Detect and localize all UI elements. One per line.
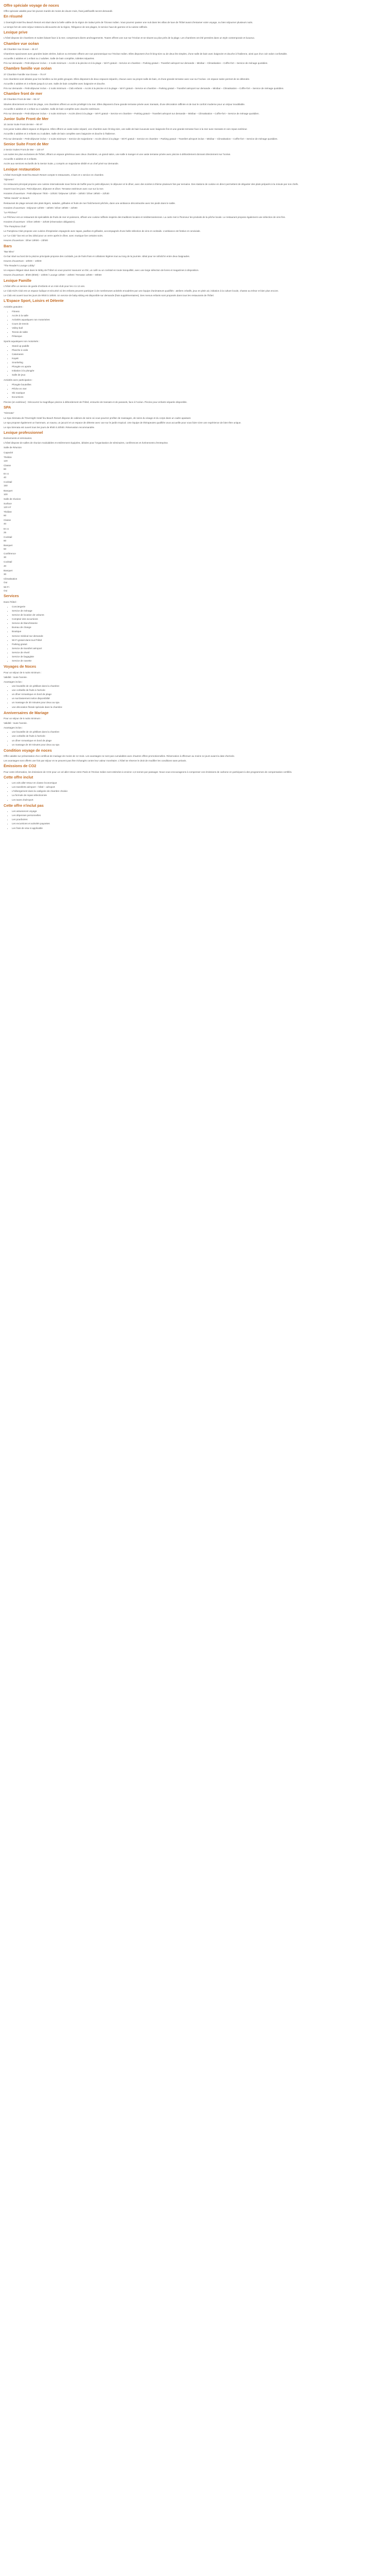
table-row xyxy=(4,497,387,501)
section-heading: Émissions de CO2 xyxy=(4,764,37,769)
list-item: • Les assurances voyage xyxy=(12,809,387,813)
list-item: • Tennis de table xyxy=(12,330,387,334)
list-item: • L'hébergement dans la catégorie de chambre choisie xyxy=(12,789,387,793)
list-item: • Parking gratuit xyxy=(12,642,387,646)
bullet-list xyxy=(4,781,387,802)
table-key: Banquet xyxy=(4,544,13,547)
section-heading: En résumé xyxy=(4,14,23,19)
paragraph: Accueille 4 adultes et 2 enfants. xyxy=(4,158,37,161)
paragraph: Offre valable sur présentation d'un certificat de mariage de moins de 12 mois. Les avantages ne sont pas cumulables avec d'autres offres promotionnelles. Réservation à effectuer au moins 14 jours avant la date d'arrivée. xyxy=(4,755,235,758)
table-key: Capacité xyxy=(4,451,13,454)
paragraph: Les avantages sont offerts une fois par séjour et ne peuvent pas être échangés contre leur valeur monétaire. L'hôtel se réserve le droit de modifier les conditions sans préavis. xyxy=(4,759,187,762)
table-row xyxy=(4,585,387,592)
list-item: • une corbeille de fruits à l'arrivée xyxy=(12,688,387,692)
paragraph: Événements et séminaires. xyxy=(4,437,32,440)
paragraph: Prix sur demande – Petit-déjeuner inclus – 2 nuits minimum – Accès direct à la plage – Wi-Fi gratuit – Service en chambre – Parking gratuit – Transfert aéroport sur demande – Minibar – Climatisation – Coffre-fort – Service de ménage quotidien. xyxy=(4,112,259,115)
list-item: • Bureau de change xyxy=(12,625,387,629)
table-row xyxy=(4,560,387,567)
table-value: 40 xyxy=(4,564,7,567)
paragraph: Ouvert tous les jours. Petit-déjeuner, déjeuner et dîner. Terrasse extérieure avec vue sur la mer. xyxy=(4,188,104,191)
table-row xyxy=(4,569,387,576)
list-item: • Les frais de visa si applicable xyxy=(12,826,387,830)
paragraph: Le Spa Sirenata de l'Overnight Hotel feu Beach Resort dispose de cabines de soins où vous pourrez profiter de massages, de soins du visage et du corps dans un cadre apaisant. xyxy=(4,416,191,419)
bullet-list xyxy=(4,730,387,746)
paragraph: Heures d'ouverture : Dîner 19h00 – 23h00 xyxy=(4,239,48,242)
table-row xyxy=(4,451,387,454)
list-item: • Conciergerie xyxy=(12,605,387,608)
section-heading: Voyages de Noces xyxy=(4,664,36,669)
paragraph: Validité : toute l'année. xyxy=(4,675,27,679)
section xyxy=(4,748,387,763)
bullet-list xyxy=(4,310,387,338)
list-item: • Service de transfert aéroport xyxy=(12,647,387,650)
list-item: • un dîner romantique en bord de plage xyxy=(12,692,387,696)
table-row xyxy=(4,527,387,534)
paragraph: 48 Chambre Vue Ocean – 45 m² xyxy=(4,47,38,50)
section-heading: Lexique Famille xyxy=(4,278,31,283)
section xyxy=(4,167,387,243)
list-item: • Les pourboires xyxy=(12,818,387,821)
list-item: • Service de navette xyxy=(12,659,387,663)
list-item: • un surclassement selon disponibilité xyxy=(12,697,387,700)
table-row xyxy=(4,502,387,509)
list-item: • un massage de 30 minutes pour deux au spa xyxy=(12,743,387,747)
section xyxy=(4,66,387,90)
section xyxy=(4,764,387,773)
table-value: 50 xyxy=(4,548,7,551)
section-heading: Chambre front de mer xyxy=(4,91,43,96)
section xyxy=(4,298,387,404)
paragraph: Prix sur demande – Petit-déjeuner inclus – 2 nuits minimum – Service de majordome – Accès direct à la plage – Wi-Fi gratuit – Service en chambre – Parking gratuit – Transfert aéroport inclus – Minibar – Climatisation – Coffre-fort – Service de ménage quotidien. xyxy=(4,137,278,140)
list-item: • La formule de repas sélectionnée xyxy=(12,793,387,797)
table-value: 100 xyxy=(4,493,8,496)
list-item: • un massage de 30 minutes pour deux au spa xyxy=(12,701,387,704)
table-row xyxy=(4,464,387,471)
table-key: Cocktail xyxy=(4,481,12,484)
paragraph: "White Hands" on Beach xyxy=(4,197,30,200)
section-heading: Chambre famille vue océan xyxy=(4,66,52,71)
paragraph: Prix sur demande – Petit-déjeuner inclus – 2 nuits minimum – Accès à la piscine et à la plage – Wi-Fi gratuit – Service en chambre – Parking gratuit – Transfert aéroport sur demande – Minibar – Climatisation – Coffre-fort – Service de ménage quotidien. xyxy=(4,62,268,65)
paragraph: Dans l'hôtel : xyxy=(4,600,18,603)
list-label: Sports aquatiques non motorisés : xyxy=(4,340,40,343)
list-item: • une décoration florale spéciale dans la chambre xyxy=(12,705,387,709)
paragraph: 10 Junior Suite Front de Mer – 90 m² xyxy=(4,123,43,126)
list-item: • Activités aquatiques non motorisées xyxy=(12,318,387,321)
table-key: En U xyxy=(4,472,9,476)
table-value: 40 xyxy=(4,476,7,479)
table-key: Classe xyxy=(4,464,11,467)
table-value: Oui xyxy=(4,581,8,584)
list-item: • une corbeille de fruits à l'arrivée xyxy=(12,734,387,738)
paragraph: Ce bar situé au bord de la piscine principale propose des cocktails, jus de fruits frais et collations légères tout au long de la journée. Idéal pour se rafraîchir entre deux baignades. xyxy=(4,255,190,258)
paragraph: Le temps fort de votre séjour restera la découverte de la région, l'élégance de ses plages, le service haut de gamme et la cuisine raffinée. xyxy=(4,25,148,28)
table-row xyxy=(4,544,387,551)
section xyxy=(4,664,387,708)
list-item: • Planche à voile xyxy=(12,348,387,352)
list-item: • une bouteille de vin pétillant dans la chambre xyxy=(12,684,387,688)
list-item: • Les transferts aéroport – hôtel – aéroport xyxy=(12,785,387,789)
list-item: • Salle de jeux xyxy=(12,373,387,377)
table-row xyxy=(4,510,387,517)
paragraph: Le "Le Club" bar est un lieu idéal pour un verre après le dîner, avec musique live certains soirs. xyxy=(4,234,103,238)
paragraph: L'hôtel Overnight Hotel feu Beach Resort compte 5 restaurants, 4 bars et 1 service en chambre. xyxy=(4,173,104,176)
list-item: • Stand up paddle xyxy=(12,344,387,348)
section xyxy=(4,30,387,40)
section xyxy=(4,594,387,663)
paragraph: 1 Overnight Hotel feu Beach Resort est situé dans la belle vallée de la région de Salavi près de l'Ocean Indien. Vous pourrez passer une nuit dans les villas de luxe de l'hôtel avant d'entamer votre voyage, ou bien séjourner plusieurs nuits. xyxy=(4,21,253,24)
list-item: • Excursions xyxy=(12,395,387,399)
section-heading: Condition voyage de noces xyxy=(4,748,52,753)
paragraph: "The Pamplona Club" xyxy=(4,225,26,228)
paragraph: Accueille 2 adultes et 2 enfants jusqu'à 12 ans. Salle de bain complète avec baignoire et douche. xyxy=(4,82,106,85)
list-item: • Les dépenses personnelles xyxy=(12,814,387,817)
section xyxy=(4,3,387,13)
section-heading: Junior Suite Front de Mer xyxy=(4,116,49,121)
table-key: Cocktail xyxy=(4,561,12,564)
list-item: • Service de ménage xyxy=(12,609,387,613)
table-key: En U xyxy=(4,527,9,530)
paragraph: Le Club est ouvert tous les jours de 9h00 à 18h00. Un service de baby-sitting est disponible sur demande (frais supplémentaires). Des menus enfants sont proposés dans tous les restaurants de l'hôtel. xyxy=(4,294,214,297)
table-row xyxy=(4,455,387,463)
list-item: • Comptoir des excursions xyxy=(12,617,387,621)
section xyxy=(4,405,387,429)
section-heading: Lexique restauration xyxy=(4,166,40,172)
paragraph: Ces chambres sont idéales pour les familles ou les petits groupes. Elles disposent de deux espaces séparés, chacun avec sa propre salle de bain, et d'une grande terrasse avec vue sur l'océan. Un espace salon permet de se détendre. xyxy=(4,77,250,80)
section xyxy=(4,116,387,141)
list-item: • Catamaran xyxy=(12,352,387,356)
section-heading: Lexique professionnel xyxy=(4,430,43,435)
list-item: • Volley-ball xyxy=(12,326,387,330)
paragraph: Le Club Kid's Club est un espace ludique et sécurisé où les enfants peuvent participer à de nombreuses activités encadrées par une équipe d'animateurs qualifiés : ateliers créatifs, jeux en plein air, initiation à la culture locale, chasse au trésor et bien plus encore. xyxy=(4,289,279,292)
document-page xyxy=(0,0,391,839)
paragraph: Le spa propose également un hammam, un sauna, un jacuzzi et un espace de détente avec vue sur le jardin tropical. Une équipe de thérapeutes qualifiés vous accueille pour vous faire vivre une expérience de bien-être unique. xyxy=(4,421,241,424)
paragraph: Horaires d'ouverture : Dîner 19h00 – 22h30 (réservation obligatoire). xyxy=(4,220,76,223)
table-key: Théâtre xyxy=(4,455,12,459)
paragraph: Accueille 2 adultes et 1 enfant ou 2 adultes. Salle de bain complète, toilettes séparées. xyxy=(4,57,95,60)
list-item: • Service de réveil xyxy=(12,651,387,654)
list-item: • Fitness xyxy=(12,310,387,313)
paragraph: Validité : toute l'année. xyxy=(4,722,27,725)
paragraph: Chambres spacieuses avec grandes baies vitrées, balcon ou terrasse offrant une vue panoramique sur l'Océan Indien. Elles disposent d'un lit king-size ou de deux lits simples, d'une salle de bain avec baignoire et douche à l'italienne, ainsi que d'un coin salon confortable. xyxy=(4,52,288,55)
list-item: • Service de blanchisserie xyxy=(12,621,387,625)
table-value: 80 xyxy=(4,468,7,470)
list-item: • Service de bagagiste xyxy=(12,655,387,658)
paragraph: "Le Pêcheur" xyxy=(4,211,18,214)
table-row xyxy=(4,577,387,584)
section-heading: Senior Suite Front de Mer xyxy=(4,141,49,146)
section xyxy=(4,775,387,802)
section xyxy=(4,803,387,830)
table-row xyxy=(4,472,387,479)
paragraph: Accueille 2 adultes et 2 enfants ou 3 adultes. Salle de bain complète avec baignoire et douche à l'italienne. xyxy=(4,132,116,135)
section-heading: Cette offre n'inclut pas xyxy=(4,803,44,808)
paragraph: Pour votre information, les émissions de CO2 pour un vol aller-retour entre Paris et l'Océan Indien sont estimées à environ 1,5 tonnes par passager. Nous vous encourageons à compenser vos émissions de carbone en participant à des programmes de compensation certifiés. xyxy=(4,770,292,773)
paragraph: Les suites les plus exclusives de l'hôtel, offrant un espace généreux avec deux chambres, un grand salon, une salle à manger et une vaste terrasse privée avec piscine à débordement donnant directement sur l'océan. xyxy=(4,153,231,156)
section xyxy=(4,244,387,277)
paragraph: "Sirenata" xyxy=(4,412,14,415)
paragraph: L'hôtel dispose de chambres et suites faisant face à la mer, comprenant divers aménagements. Toutes offrent une vue sur l'Océan et se situent au plus près de la plage. Les chambres ont été pensées dans un style contemporain et luxueux. xyxy=(4,37,255,40)
list-item: • un dîner romantique en bord de plage xyxy=(12,739,387,742)
paragraph: Le Pamplona Club propose une cuisine d'inspiration espagnole avec tapas, paellas et grillades, accompagnés d'une belle sélection de vins et cocktails. L'ambiance est festive et conviviale. xyxy=(4,230,201,233)
section xyxy=(4,142,387,166)
table-key: Climatisation xyxy=(4,577,18,580)
list-item: • Service médical sur demande xyxy=(12,634,387,638)
section-heading: Cette offre inclut xyxy=(4,774,34,779)
list-item: • Les vols aller-retour en classe économique xyxy=(12,781,387,785)
table-row xyxy=(4,535,387,543)
list-label: Avantages inclus : xyxy=(4,726,23,730)
paragraph: Pour un séjour de 5 nuits minimum : xyxy=(4,717,42,720)
table-key: Théâtre xyxy=(4,511,12,514)
bullet-list xyxy=(4,809,387,830)
section-heading: Chambre vue océan xyxy=(4,41,39,46)
table-value: 150 xyxy=(4,484,8,487)
list-item: • Kayak xyxy=(12,357,387,360)
paragraph: 37 Chambre Famille Vue Ocean – 75 m² xyxy=(4,73,46,76)
list-item: • Ski nautique xyxy=(12,391,387,395)
table-value: 30 xyxy=(4,556,7,559)
paragraph: Heures d'ouverture : 10h00 – 19h00 xyxy=(4,260,42,263)
list-label: Avantages inclus : xyxy=(4,680,23,683)
section xyxy=(4,278,387,298)
paragraph: Le spa Sirenata est ouvert tous les jours de 9h00 à 20h00. Réservation recommandée. xyxy=(4,426,95,429)
table-key: Salle de réunion xyxy=(4,497,21,500)
paragraph: Pour un séjour de 5 nuits minimum : xyxy=(4,671,42,674)
list-item: • Les taxes d'aéroport xyxy=(12,798,387,802)
table-key: Classe xyxy=(4,519,11,522)
list-item: • Boutique xyxy=(12,630,387,633)
list-item: • Plongée en apnée xyxy=(12,365,387,368)
paragraph: "Bar Bleu" xyxy=(4,250,14,253)
paragraph: Offre spéciale valable pour les jeunes mariés de moins de douze mois, frais justificatifs secret demandé. xyxy=(4,10,113,13)
paragraph: Accueille 2 adultes et 1 enfant ou 2 adultes. Salle de bain complète avec douche extérieure. xyxy=(4,107,100,110)
paragraph: Salle de Réunion xyxy=(4,446,22,449)
table-value: 80 xyxy=(4,539,7,542)
bullet-list xyxy=(4,383,387,399)
paragraph: Restaurant de plage servant des plats légers, salades, grillades et fruits de mer fraîchement pêchés, dans une ambiance décontractée avec les pieds dans le sable. xyxy=(4,201,176,205)
list-item: • Initiation à la plongée xyxy=(12,369,387,372)
paragraph: Piscine (en extérieur) : Découvrez la magnifique piscine à débordement de l'hôtel, entourée de transats et de parasols, face à l'océan. Piscine pour enfants séparée disponible. xyxy=(4,400,187,403)
paragraph: "The Reader's Lounge Lobby" xyxy=(4,264,36,267)
table-row xyxy=(4,552,387,559)
paragraph: Le Pêcheur est un restaurant de spécialités de fruits de mer et poissons, offrant une cuisine raffinée inspirée des traditions locales et méditerranéennes. La carte met à l'honneur les produits de la pêche locale. Le restaurant propose également une sélection de vins fins. xyxy=(4,215,286,218)
section xyxy=(4,41,387,65)
list-item: • Cours de tennis xyxy=(12,322,387,326)
table-value: 60 xyxy=(4,514,7,517)
paragraph: Prix sur demande – Petit-déjeuner inclus – 2 nuits minimum – Club enfants – Accès à la piscine et à la plage – Wi-Fi gratuit – Service en chambre – Parking gratuit – Transfert aéroport sur demande – Minibar – Climatisation – Coffre-fort – Service de ménage quotidien. xyxy=(4,87,284,90)
paragraph: Heures d'ouverture : 8h00 (8h00) – 23h00 / Lounge 13h00 – 23h00 / Terrasse 13h00 – 00h00 xyxy=(4,274,102,277)
paragraph: Ce restaurant principal propose une cuisine internationale sous forme de buffet pour le petit-déjeuner, le déjeuner et le dîner, avec des soirées à thème plusieurs fois par semaine. Des stations de cuisine en direct permettent de déguster des plats préparés à la minute par nos chefs. xyxy=(4,183,299,186)
list-item: • Pétanque xyxy=(12,334,387,338)
table-value: Oui xyxy=(4,589,8,592)
list-item: • Wi-Fi gratuit dans tout l'hôtel xyxy=(12,638,387,642)
table-value: 25 xyxy=(4,531,7,534)
table-key: Wi-Fi xyxy=(4,586,9,589)
list-item: • Accès à la salle xyxy=(12,314,387,317)
bullet-list xyxy=(4,344,387,377)
section-heading: Services xyxy=(4,594,19,599)
section-heading: SPA xyxy=(4,405,11,410)
list-item: • Snorkeling xyxy=(12,361,387,364)
section xyxy=(4,430,387,592)
section-heading: Offre spéciale voyage de noces xyxy=(4,3,59,8)
table-value: 30 xyxy=(4,572,7,575)
paragraph: Situées directement en bord de plage, ces chambres offrent un accès privilégié à la mer. Elles disposent d'une grande terrasse privée avec transats, d'une décoration raffinée et de tout le confort moderne pour un séjour inoubliable. xyxy=(4,103,246,106)
list-item: • une bouteille de vin pétillant dans la chambre xyxy=(12,730,387,734)
paragraph: L'hôtel offre un service de garde d'enfants et un mini-club pour les 4 à 12 ans. xyxy=(4,284,85,287)
paragraph: Accès aux services exclusifs de la Senior Suite, y compris un majordome dédié et un chef privé sur demande. xyxy=(4,162,119,165)
paragraph: 2 Senior Suites Front de Mer – 130 m² xyxy=(4,148,44,151)
bullet-list xyxy=(4,684,387,709)
paragraph: "Ojimenn" xyxy=(4,178,14,181)
table-key: Surface xyxy=(4,502,12,505)
list-item: • Plongée bouteilles xyxy=(12,383,387,386)
table-row xyxy=(4,480,387,487)
section xyxy=(4,91,387,115)
paragraph: 20 Chambre Front de Mer – 65 m² xyxy=(4,98,40,101)
table-value: 40 xyxy=(4,522,7,526)
table-key: Conférence xyxy=(4,552,16,555)
table-row xyxy=(4,518,387,526)
paragraph: Un espace élégant situé dans le lobby de l'hôtel où vous pourrez savourer un thé, un café ou un cocktail en toute tranquillité, avec une large sélection de livres et magazines à disposition. xyxy=(4,269,199,272)
section-heading: Bars xyxy=(4,243,12,248)
paragraph: Horaires d'ouverture : Petit-déjeuner 7h00 – 10h30 / Déjeuner 12h30 – 15h00 / Dîner 19h00 – 22h30 xyxy=(4,192,109,195)
paragraph: L'hôtel dispose de salles de réunion modulables et entièrement équipées, idéales pour l'organisation de séminaires, conférences et événements d'entreprise. xyxy=(4,442,169,445)
list-item: • Service de location de voitures xyxy=(12,613,387,617)
section xyxy=(4,14,387,29)
table-key: Banquet xyxy=(4,489,13,492)
table-value: 120 m² xyxy=(4,505,11,509)
section-heading: Lexique prive xyxy=(4,30,28,35)
section-heading: Anniversaires de Mariage xyxy=(4,710,49,715)
section xyxy=(4,710,387,747)
table-key: Banquet xyxy=(4,569,13,572)
bullet-list xyxy=(4,605,387,663)
list-item: • Pêche en mer xyxy=(12,387,387,391)
list-item: • Les excursions et activités payantes xyxy=(12,822,387,825)
paragraph: Horaires d'ouverture : Déjeuner 12h00 – 16h00 / Dîner 19h00 – 22h00 xyxy=(4,206,77,209)
paragraph: Activités gratuites : xyxy=(4,305,24,308)
list-label: Activités avec participation : xyxy=(4,379,33,382)
table-row xyxy=(4,489,387,496)
table-value: 120 xyxy=(4,459,8,462)
section-heading: L'Espace Sport, Loisirs et Détente xyxy=(4,298,64,303)
table-key: Cocktail xyxy=(4,535,12,538)
paragraph: Ces junior suites allient espace et élégance. Elles offrent un vaste salon séparé, une chambre avec lit king-size, une salle de bain luxueuse avec baignoire îlot et une grande terrasse face à la mer avec transats et coin repas extérieur. xyxy=(4,128,248,131)
